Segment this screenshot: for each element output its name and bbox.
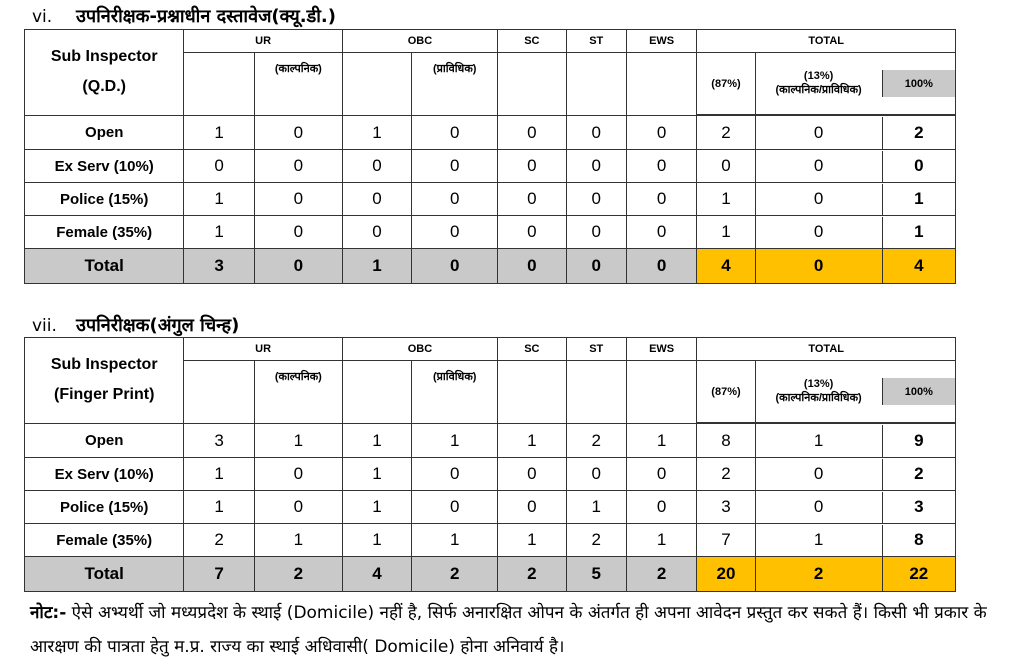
table-row: Female (35%) 2 1 1 1 1 2 1 7 1 8 <box>25 524 956 557</box>
header-ur: UR <box>184 338 342 361</box>
table-row: Police (15%) 1 0 1 0 0 1 0 3 0 3 <box>25 491 956 524</box>
header-ur: UR <box>184 30 342 53</box>
reservation-table-fp <box>24 337 956 592</box>
header-st: ST <box>566 338 626 361</box>
total-row: Total 7 2 4 2 2 5 2 20 2 22 <box>25 557 956 592</box>
table-row: Police (15%) 1 0 0 0 0 0 0 1 0 1 <box>25 183 956 216</box>
subheader-kalpanik: (काल्पनिक) <box>254 53 342 116</box>
header-sc: SC <box>498 30 566 53</box>
subheader-87: (87%) <box>697 53 755 115</box>
section-number: vii. <box>32 316 57 336</box>
section-heading-qd <box>0 4 336 28</box>
table-row: Ex Serv (10%) 0 0 0 0 0 0 0 0 0 0 <box>25 150 956 183</box>
header-obc: OBC <box>342 338 497 361</box>
subheader-87: (87%) <box>697 361 755 423</box>
header-obc: OBC <box>342 30 497 53</box>
subheader-13: (13%) (काल्पनिक/प्राविधिक) <box>756 378 883 405</box>
note-label: नोट:- <box>30 603 67 623</box>
subheader-pravdhik: (प्राविधिक) <box>412 361 498 424</box>
header-total: TOTAL <box>697 338 956 361</box>
table-row: Open 1 0 1 0 0 0 0 2 0 2 <box>25 116 956 150</box>
header-sc: SC <box>498 338 566 361</box>
post-label: Sub Inspector (Finger Print) <box>25 338 184 424</box>
subheader-pravdhik: (प्राविधिक) <box>412 53 498 116</box>
domicile-note <box>30 596 1015 664</box>
subheader-kalpanik: (काल्पनिक) <box>254 361 342 424</box>
section-title: उपनिरीक्षक(अंगुल चिन्ह) <box>76 315 240 336</box>
reservation-table-qd <box>24 29 956 284</box>
header-st: ST <box>566 30 626 53</box>
section-number: vi. <box>32 7 53 27</box>
total-row: Total 3 0 1 0 0 0 0 4 0 4 <box>25 249 956 284</box>
header-ews: EWS <box>626 30 697 53</box>
note-text: ऐसे अभ्यर्थी जो मध्यप्रदेश के स्थाई (Domicile) नहीं है, सिर्फ अनारक्षित ओपन के अंतर्गत ही अपना आवेदन प्रस्तुत कर सकते हैं। किसी भी प्रकार के आरक्षण की पात्रता हेतु म.प्र. राज्य का स्थाई अधिवासी( Domicile) होना अनिवार्य है। <box>30 603 987 657</box>
header-ews: EWS <box>626 338 697 361</box>
table-row: Female (35%) 1 0 0 0 0 0 0 1 0 1 <box>25 216 956 249</box>
section-heading-fp <box>0 313 239 337</box>
post-label: Sub Inspector (Q.D.) <box>25 30 184 116</box>
table-row: Ex Serv (10%) 1 0 1 0 0 0 0 2 0 2 <box>25 458 956 491</box>
section-title: उपनिरीक्षक-प्रश्नाधीन दस्तावेज(क्यू.डी.) <box>76 6 336 27</box>
subheader-13: (13%) (काल्पनिक/प्राविधिक) <box>756 70 883 97</box>
subheader-100: 100% <box>882 378 955 405</box>
table-row: Open 3 1 1 1 1 2 1 8 1 9 <box>25 424 956 458</box>
header-total: TOTAL <box>697 30 956 53</box>
subheader-100: 100% <box>882 70 955 97</box>
